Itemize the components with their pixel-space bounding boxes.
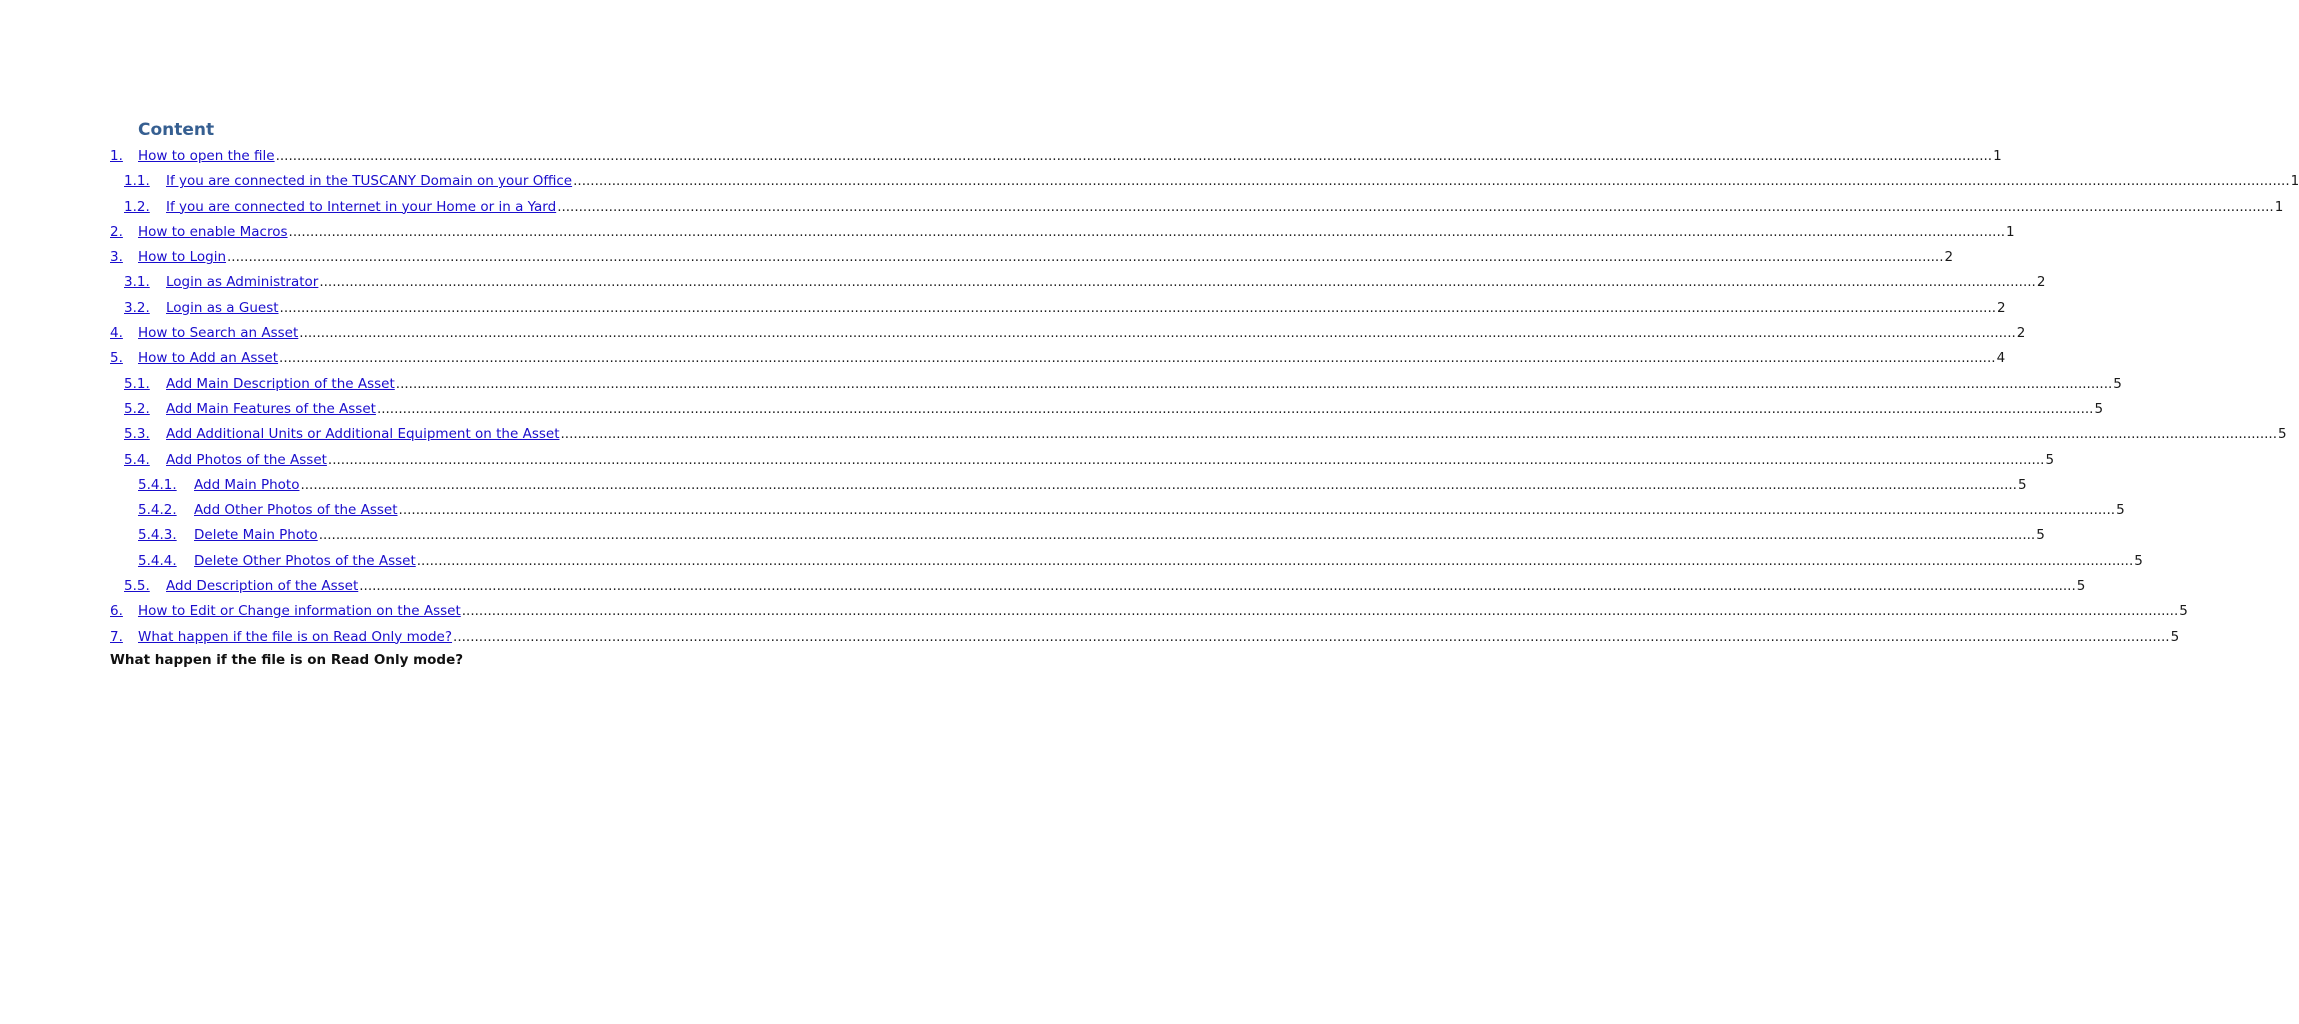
toc-entry [110, 498, 2125, 523]
toc-entry [110, 625, 2180, 650]
toc-entry [110, 422, 2287, 447]
toc-entry-title: How to Edit or Change information on the Asset [138, 603, 461, 620]
toc-entry-title: Add Other Photos of the Asset [194, 502, 398, 519]
toc-entry-number: 5.4.3. [138, 527, 177, 544]
toc-entry [110, 448, 2055, 473]
toc-entry-link[interactable] [110, 321, 298, 346]
toc-entry [110, 245, 1954, 270]
toc-entry-number: 5.5. [124, 578, 150, 595]
toc-entry [110, 195, 2284, 220]
toc-entry-title: Add Main Description of the Asset [166, 375, 395, 392]
toc-entry-link[interactable] [124, 397, 376, 422]
toc-entry-number: 3. [110, 249, 123, 266]
toc-entry-number: 5.4. [124, 451, 150, 468]
toc-entry-page-number: 5 [2116, 502, 2125, 519]
toc-heading: Content [138, 120, 215, 140]
toc-entry-title: Add Main Photo [194, 476, 300, 493]
toc-entry-title: What happen if the file is on Read Only mode? [138, 628, 453, 645]
toc-entry-number: 5.4.2. [138, 502, 177, 519]
toc-dot-leader: ................................................................................................................................................................................................................................................................................................................................................................................................................ [573, 173, 2290, 190]
toc-entry-title: Add Main Features of the Asset [166, 400, 376, 417]
toc-entry-link[interactable] [124, 422, 559, 447]
toc-entry-page-number: 2 [1944, 249, 1954, 266]
toc-entry-page-number: 5 [2017, 476, 2027, 493]
toc-entry-page-number: 1 [1993, 148, 2002, 164]
toc-entry [110, 574, 2086, 599]
toc-entry-link[interactable] [110, 220, 288, 245]
toc-dot-leader: ................................................................................................................................................................................................................................................................................................................................................................................................................ [398, 502, 2116, 519]
toc-entry-title: How to enable Macros [138, 223, 288, 240]
toc-entry-link[interactable] [124, 195, 556, 220]
toc-entry-number: 6. [110, 603, 123, 620]
toc-entry [110, 549, 2143, 574]
toc-entry-title: How to Login [138, 249, 227, 266]
toc-entry-page-number: 5 [2076, 578, 2086, 595]
toc-entry-number: 2. [110, 223, 123, 240]
toc-entry-link[interactable] [138, 549, 416, 574]
toc-dot-leader: ................................................................................................................................................................................................................................................................................................................................................................................................................ [318, 527, 2036, 544]
toc-entry-number: 5.4.4. [138, 552, 177, 569]
toc-entry [110, 144, 2002, 169]
toc-entry [110, 270, 2046, 295]
toc-entry-title: Login as a Guest [166, 299, 279, 316]
toc-entry-link[interactable] [110, 144, 275, 169]
toc-entry-link[interactable] [138, 473, 299, 498]
toc-entry-title: How to Search an Asset [138, 325, 299, 342]
toc-entry-page-number: 5 [2113, 375, 2122, 392]
toc-entry-page-number: 1 [2274, 198, 2284, 215]
toc-dot-leader: ................................................................................................................................................................................................................................................................................................................................................................................................................ [275, 148, 1993, 164]
toc-entry-title: Delete Main Photo [194, 527, 318, 544]
toc-entry-number: 7. [110, 628, 123, 645]
toc-dot-leader: ................................................................................................................................................................................................................................................................................................................................................................................................................ [279, 299, 1997, 316]
toc-entry-page-number: 5 [2094, 400, 2104, 417]
toc-entry-page-number: 2 [1997, 299, 2006, 316]
toc-entry [110, 169, 2299, 194]
toc-entry-link[interactable] [124, 270, 318, 295]
toc-entry-title: Add Additional Units or Additional Equipment on the Asset [166, 426, 560, 443]
toc-entry [110, 397, 2104, 422]
toc-entry-number: 1. [110, 148, 123, 164]
toc-entry-link[interactable] [124, 169, 572, 194]
toc-entry-title: If you are connected in the TUSCANY Domain on your Office [166, 173, 573, 190]
toc-entry-title: How to Add an Asset [138, 350, 279, 367]
toc-entry [110, 220, 2015, 245]
toc-entry-link[interactable] [110, 625, 452, 650]
toc-entry-number: 3.1. [124, 274, 150, 291]
toc-dot-leader: ................................................................................................................................................................................................................................................................................................................................................................................................................ [327, 451, 2045, 468]
toc-dot-leader: ................................................................................................................................................................................................................................................................................................................................................................................................................ [557, 198, 2274, 215]
toc-dot-leader: ................................................................................................................................................................................................................................................................................................................................................................................................................ [453, 628, 2170, 645]
toc-dot-leader: ................................................................................................................................................................................................................................................................................................................................................................................................................ [279, 350, 1996, 367]
toc-entry-page-number: 5 [2134, 552, 2143, 569]
toc-entry-link[interactable] [138, 498, 398, 523]
toc-entry-page-number: 2 [2036, 274, 2046, 291]
toc-entry-link[interactable] [110, 599, 461, 624]
toc-entry-link[interactable] [124, 296, 279, 321]
toc-entry-page-number: 2 [2016, 325, 2026, 342]
toc-entry-page-number: 5 [2278, 426, 2287, 443]
toc-entry [110, 321, 2026, 346]
toc-entry-title: Login as Administrator [166, 274, 319, 291]
toc-entry-title: How to open the file [138, 148, 275, 164]
toc-entry-page-number: 1 [2290, 173, 2299, 190]
toc-entry-link[interactable] [124, 372, 395, 397]
toc-entry-number: 1.2. [124, 198, 150, 215]
toc-dot-leader: ................................................................................................................................................................................................................................................................................................................................................................................................................ [461, 603, 2179, 620]
toc-entry [110, 346, 2006, 371]
toc-entry [110, 599, 2188, 624]
toc-entry-number: 5.2. [124, 400, 150, 417]
toc-entry-page-number: 1 [2006, 223, 2015, 240]
toc-dot-leader: ................................................................................................................................................................................................................................................................................................................................................................................................................ [227, 249, 1944, 266]
toc-entry-number: 3.2. [124, 299, 150, 316]
toc-entry-page-number: 5 [2170, 628, 2180, 645]
toc-dot-leader: ................................................................................................................................................................................................................................................................................................................................................................................................................ [300, 476, 2017, 493]
toc-dot-leader: ................................................................................................................................................................................................................................................................................................................................................................................................................ [560, 426, 2277, 443]
toc-entry-title: If you are connected to Internet in your Home or in a Yard [166, 198, 557, 215]
toc-entry-number: 5.1. [124, 375, 150, 392]
toc-entry-number: 5. [110, 350, 123, 367]
toc-entry-page-number: 5 [2179, 603, 2188, 620]
toc-dot-leader: ................................................................................................................................................................................................................................................................................................................................................................................................................ [288, 223, 2006, 240]
toc-entry-title: Add Photos of the Asset [166, 451, 327, 468]
toc-entry-number: 1.1. [124, 173, 150, 190]
toc-entry-link[interactable] [110, 245, 226, 270]
toc-dot-leader: ................................................................................................................................................................................................................................................................................................................................................................................................................ [299, 325, 2016, 342]
toc-entry-number: 5.4.1. [138, 476, 177, 493]
toc-dot-leader: ................................................................................................................................................................................................................................................................................................................................................................................................................ [376, 400, 2094, 417]
table-of-contents [110, 144, 2299, 650]
toc-entry-link[interactable] [110, 346, 278, 371]
toc-dot-leader: ................................................................................................................................................................................................................................................................................................................................................................................................................ [395, 375, 2113, 392]
toc-dot-leader: ................................................................................................................................................................................................................................................................................................................................................................................................................ [416, 552, 2134, 569]
toc-dot-leader: ................................................................................................................................................................................................................................................................................................................................................................................................................ [319, 274, 2036, 291]
toc-entry-page-number: 5 [2045, 451, 2055, 468]
toc-entry-link[interactable] [124, 574, 358, 599]
toc-entry [110, 372, 2122, 397]
toc-entry [110, 473, 2027, 498]
toc-dot-leader: ................................................................................................................................................................................................................................................................................................................................................................................................................ [359, 578, 2076, 595]
toc-entry-link[interactable] [138, 523, 318, 548]
toc-entry-title: Add Description of the Asset [166, 578, 359, 595]
toc-entry-page-number: 5 [2036, 527, 2045, 544]
toc-entry-title: Delete Other Photos of the Asset [194, 552, 416, 569]
toc-entry-number: 5.3. [124, 426, 150, 443]
toc-entry [110, 523, 2045, 548]
toc-entry-link[interactable] [124, 448, 327, 473]
toc-entry [110, 296, 2006, 321]
toc-entry-number: 4. [110, 325, 123, 342]
section-heading: What happen if the file is on Read Only mode? [110, 652, 464, 668]
toc-entry-page-number: 4 [1996, 350, 2006, 367]
